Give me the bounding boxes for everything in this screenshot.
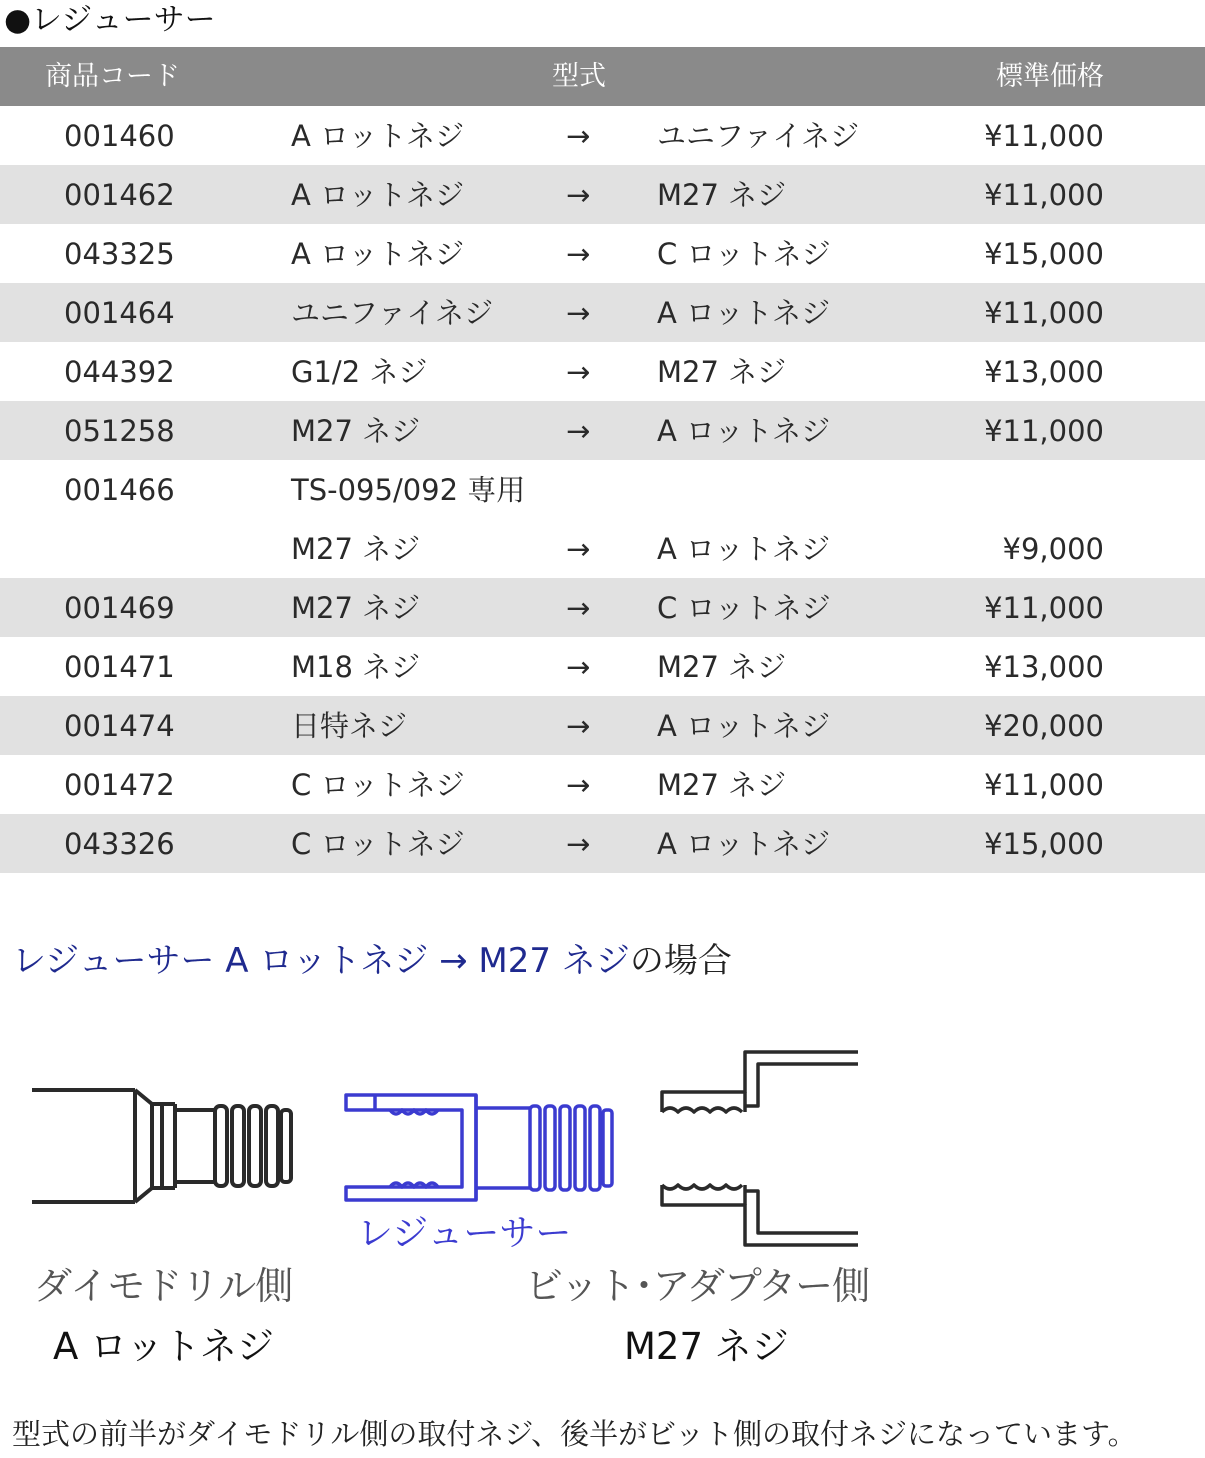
arrow: → (566, 414, 591, 448)
from-thread: C ロットネジ (291, 768, 465, 802)
table-row (0, 224, 1205, 283)
header-model: 型式 (552, 61, 606, 92)
from-thread: M18 ネジ (291, 650, 421, 684)
price: ¥11,000 (984, 591, 1104, 625)
from-thread: M27 ネジ (291, 414, 421, 448)
example-title-main: レジューサー A ロットネジ → M27 ネジ (12, 941, 630, 981)
to-thread: ユニファイネジ (657, 119, 860, 153)
header-code: 商品コード (45, 61, 180, 92)
price: ¥11,000 (984, 768, 1104, 802)
reducer-label: レジューサー (357, 1213, 572, 1254)
drill-side-shaft-illustration (32, 1090, 291, 1202)
price: ¥13,000 (984, 650, 1104, 684)
product-code: 001460 (64, 119, 175, 153)
arrow: → (566, 532, 591, 566)
to-thread: M27 ネジ (657, 650, 787, 684)
model-note: TS-095/092 専用 (291, 473, 526, 507)
arrow: → (566, 119, 591, 153)
arrow: → (566, 827, 591, 861)
drill-side-label: ダイモドリル側 (34, 1264, 293, 1308)
bit-adapter-side-illustration (662, 1052, 858, 1245)
product-code: 051258 (64, 414, 175, 448)
price: ¥13,000 (984, 355, 1104, 389)
to-thread: A ロットネジ (657, 709, 831, 743)
reducer-illustration (346, 1095, 612, 1200)
a-thread-label: A ロットネジ (53, 1325, 274, 1368)
product-code: 001472 (64, 768, 175, 802)
to-thread: C ロットネジ (657, 237, 831, 271)
table-row (0, 165, 1205, 224)
bit-side-label: ビット･アダプター側 (525, 1264, 870, 1308)
to-thread: M27 ネジ (657, 768, 787, 802)
price: ¥11,000 (984, 414, 1104, 448)
example-title-suffix: の場合 (629, 941, 732, 981)
table-header (0, 47, 1205, 106)
to-thread: C ロットネジ (657, 591, 831, 625)
arrow: → (566, 650, 591, 684)
from-thread: G1/2 ネジ (291, 355, 428, 389)
from-thread: C ロットネジ (291, 827, 465, 861)
arrow: → (566, 709, 591, 743)
arrow: → (566, 296, 591, 330)
price: ¥11,000 (984, 296, 1104, 330)
header-price: 標準価格 (996, 61, 1104, 92)
table-row (0, 755, 1205, 814)
price: ¥11,000 (984, 178, 1104, 212)
product-code: 001464 (64, 296, 175, 330)
from-thread: A ロットネジ (291, 119, 465, 153)
price: ¥11,000 (984, 119, 1104, 153)
table-row (0, 401, 1205, 460)
from-thread: M27 ネジ (291, 591, 421, 625)
from-thread: M27 ネジ (291, 532, 421, 566)
table-row (0, 283, 1205, 342)
arrow: → (566, 237, 591, 271)
to-thread: A ロットネジ (657, 414, 831, 448)
to-thread: M27 ネジ (657, 355, 787, 389)
to-thread: M27 ネジ (657, 178, 787, 212)
table-row (0, 106, 1205, 165)
product-code: 001462 (64, 178, 175, 212)
arrow: → (566, 355, 591, 389)
to-thread: A ロットネジ (657, 296, 831, 330)
product-code: 001471 (64, 650, 175, 684)
from-thread: 日特ネジ (291, 709, 408, 743)
product-code: 043325 (64, 237, 175, 271)
footnote: 型式の前半がダイモドリル側の取付ネジ、後半がビット側の取付ネジになっています。 (12, 1417, 1137, 1451)
example-title (12, 940, 732, 982)
arrow: → (566, 178, 591, 212)
table-row (0, 637, 1205, 696)
table-row (0, 814, 1205, 873)
table-row (0, 696, 1205, 755)
to-thread: A ロットネジ (657, 827, 831, 861)
arrow: → (566, 768, 591, 802)
arrow: → (566, 591, 591, 625)
price: ¥9,000 (1002, 532, 1104, 566)
from-thread: A ロットネジ (291, 178, 465, 212)
table-row (0, 460, 1205, 578)
table-row (0, 342, 1205, 401)
product-code: 001469 (64, 591, 175, 625)
m27-thread-label: M27 ネジ (624, 1325, 789, 1368)
section-heading: ●レジューサー (4, 2, 216, 38)
product-code: 043326 (64, 827, 175, 861)
product-code: 044392 (64, 355, 175, 389)
to-thread: A ロットネジ (657, 532, 831, 566)
product-code: 001474 (64, 709, 175, 743)
price: ¥20,000 (984, 709, 1104, 743)
price: ¥15,000 (984, 237, 1104, 271)
product-code: 001466 (64, 473, 175, 507)
price: ¥15,000 (984, 827, 1104, 861)
from-thread: A ロットネジ (291, 237, 465, 271)
reducer-price-table (0, 47, 1205, 873)
table-row (0, 578, 1205, 637)
from-thread: ユニファイネジ (291, 296, 494, 330)
